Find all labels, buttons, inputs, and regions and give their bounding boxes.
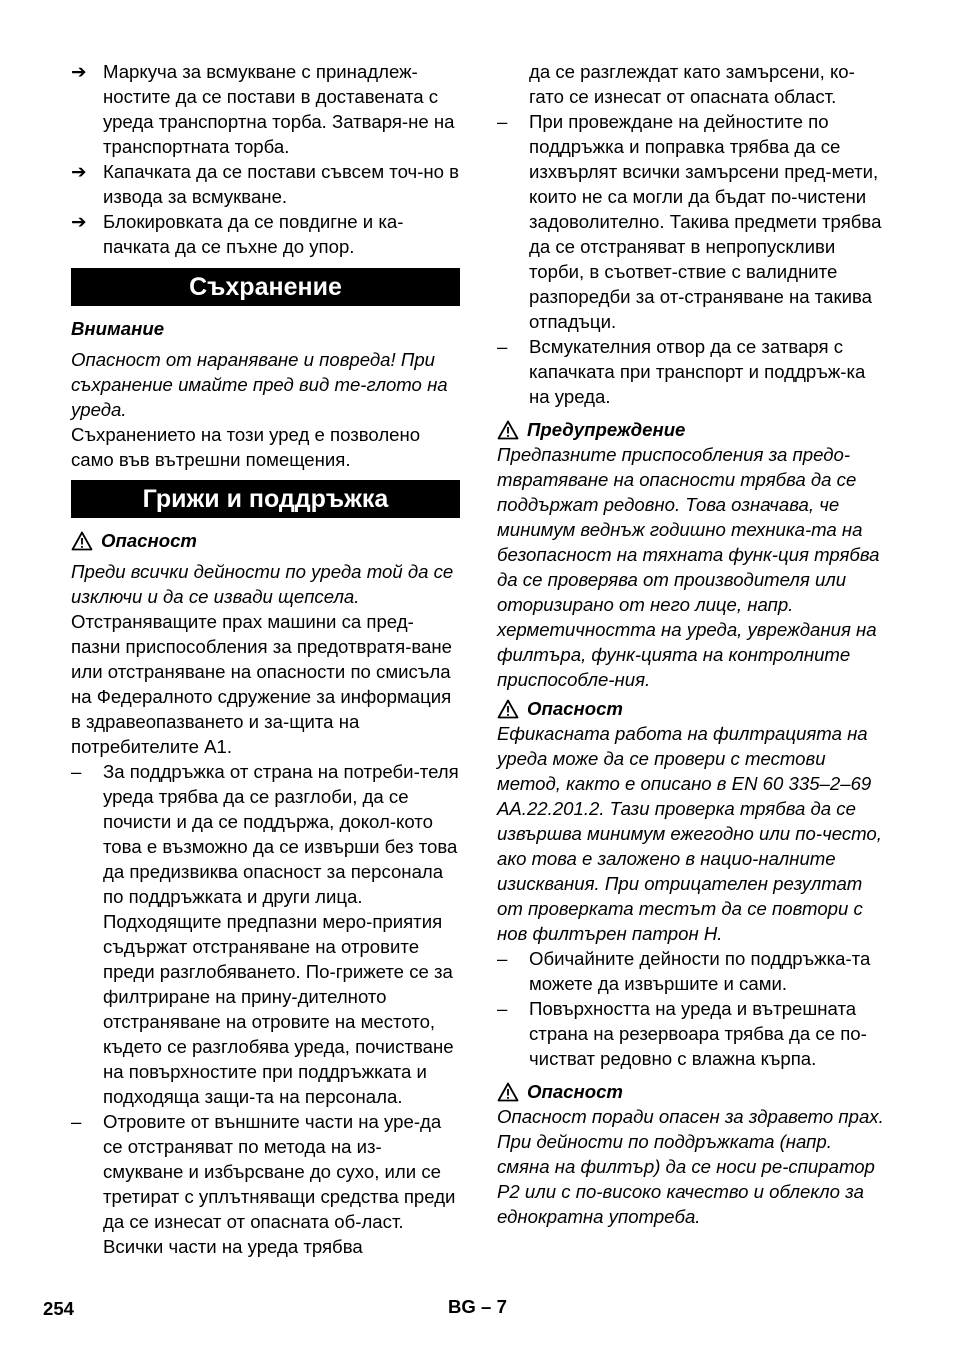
warning-text: Предпазните приспособления за предо-твратяване на опасности трябва да се поддържат редовно. Това означава, че минимум веднъж годишно техника-та на безопасност на тяхната функ-ция трябва да се проверява от производителя или оторизирано от него лице, напр. херметичността на уреда, увреждания на филтъра, функ-цията на контролните приспособле-ния. xyxy=(497,444,880,690)
danger-label: Опасност xyxy=(101,530,197,551)
continuation-text-block xyxy=(497,59,886,109)
page-number: 254 xyxy=(43,1298,75,1319)
dash-item-text: Отровите от външните части на уре-да се отстраняват по метода на из-смукване и избърсване до сухо, или се третират с уплътняващи средства преди да се изнесат от опасната об-ласт. Всички части на уреда трябва xyxy=(103,1111,456,1257)
dash-item-text: За поддръжка от страна на потреби-теля уреда трябва да се разглоби, да се почисти и да се поддържа, докол-кото това е възможно да се извърши без това да предизвиква опасност за персонала по поддръжката и други лица. Подходящите предпазни меро-приятия съдържат отстраняване на отровите преди разглобяването. По-грижете се за филтриране на прину-дителното отстраняване на отровите на местото, където се разглобява уреда, почистване на повърхностите при поддръжката и подходяща защи-та на персонала. xyxy=(103,761,459,1107)
storage-text: Съхранението на този уред е позволено само във вътрешни помещения. xyxy=(71,424,421,470)
warning-heading xyxy=(497,417,886,442)
arrow-item-text: Маркуча за всмукване с принадлеж-ностите да се постави в доставената с уреда транспортна торба. Затваря-не на транспортната торба. xyxy=(103,61,455,157)
arrow-item-text: Капачката да се постави съвсем точ-но в извода за всмукване. xyxy=(103,161,460,207)
left-column xyxy=(71,59,460,1259)
section-title-storage: Съхранение xyxy=(71,268,460,306)
right-column xyxy=(497,59,886,1229)
danger-text: Опасност поради опасен за здравето прах. При дейности по поддръжката (напр. смяна на филтър) да се носи ре-спиратор P2 или с по-високо качество и облекло за еднократна употреба. xyxy=(497,1106,884,1227)
danger-heading xyxy=(497,1079,886,1104)
danger-heading xyxy=(497,696,886,721)
warning-label: Предупреждение xyxy=(527,419,686,440)
warning-triangle-icon xyxy=(497,1082,519,1102)
continuation-text: да се разглеждат като замърсени, ко-гато се изнесат от опасната област. xyxy=(529,61,855,107)
dash-list-item: – За поддръжка от страна на потреби-теля уреда трябва да се разглоби, да се почисти и да се поддържа, докол-кото това е възможно да се извърши без това да предизвиква опасност за персонала по поддръжката и други лица. Подходящите предпазни меро-приятия съдържат отстраняване на отровите преди разглобяването. По-грижете се за филтриране на прину-дителното отстраняване на отровите на местото, където се разглобява уреда, почистване на повърхностите при поддръжката и подходяща защи-та на персонала. xyxy=(71,761,459,1107)
danger-label: Опасност xyxy=(527,1081,623,1102)
danger-label: Опасност xyxy=(527,698,623,719)
dash-item-text: Обичайните дейности по поддръжка-та можете да извършите и сами. xyxy=(529,948,871,994)
dash-list-item: – Повърхността на уреда и вътрешната страна на резервоара трябва да се по-чистват редовно с влажна кърпа. xyxy=(497,998,867,1069)
warning-triangle-icon xyxy=(497,699,519,719)
arrow-item-text: Блокировката да се повдигне и ка-пачката да се пъхне до упор. xyxy=(103,211,404,257)
dash-item-text: При провеждане на дейностите по поддръжка и поправка трябва да се изхвърлят всички замърсени пред-мети, които не са могли да бъдат по-чистени задоволително. Такива предмети трябва да се отстраняват в непропускливи торби, в съответ-ствие с валидните разпоредби за от-страняване на такива отпадъци. xyxy=(529,111,882,332)
arrow-right-icon: ➔ xyxy=(71,211,87,232)
arrow-list-item xyxy=(71,209,460,259)
dash-item-text: Всмукателния отвор да се затваря с капачката при транспорт и поддръж-ка на уреда. xyxy=(529,336,866,407)
dash-list-item: – Отровите от външните части на уре-да се отстраняват по метода на из-смукване и избърсване до сухо, или се третират с уплътняващи средства преди да се изнесат от опасната об-ласт. Всички части на уреда трябва xyxy=(71,1111,456,1257)
arrow-right-icon: ➔ xyxy=(71,61,87,82)
danger-heading xyxy=(71,528,460,553)
section-title-care: Грижи и поддръжка xyxy=(71,480,460,518)
arrow-list-item xyxy=(71,159,460,209)
attention-label: Внимание xyxy=(71,318,165,339)
section-page-label: BG – 7 xyxy=(448,1296,507,1317)
warning-triangle-icon xyxy=(71,531,93,551)
warning-triangle-icon xyxy=(497,420,519,440)
care-intro: Отстраняващите прах машини са пред-пазни приспособления за предотвратя-ване или отстраняване на опасности по смисъла на Федералното сдружение за информация в здравеопазването и за-щита на потребителите A1. xyxy=(71,611,453,757)
attention-text: Опасност от нараняване и повреда! При съхранение имайте пред вид те-глото на уреда. xyxy=(71,349,448,420)
dash-list-item: – При провеждане на дейностите по поддръжка и поправка трябва да се изхвърлят всички замърсени пред-мети, които не са могли да бъдат по-чистени задоволително. Такива предмети трябва да се отстраняват в непропускливи торби, в съответ-ствие с валидните разпоредби за от-страняване на такива отпадъци. xyxy=(497,111,882,332)
dash-list-item: – Всмукателния отвор да се затваря с капачката при транспорт и поддръж-ка на уреда. xyxy=(497,336,866,407)
dash-item-text: Повърхността на уреда и вътрешната страна на резервоара трябва да се по-чистват редовно с влажна кърпа. xyxy=(529,998,867,1069)
arrow-list-item xyxy=(71,59,460,159)
danger-text: Ефикасната работа на филтрацията на уреда може да се провери с тестови метод, както е описано в EN 60 335–2–69 AA.22.201.2. Тази проверка трябва да се извършва минимум ежегодно или по-често, ако това е заложено в нацио-налните изисквания. При отрицателен резултат от проверката тестът да се повтори с нов филтърен патрон H. xyxy=(497,723,882,944)
dash-list-item: – Обичайните дейности по поддръжка-та можете да извършите и сами. xyxy=(497,948,871,994)
danger-text: Преди всички дейности по уреда той да се изключи и да се извади щепсела. xyxy=(71,561,454,607)
arrow-right-icon: ➔ xyxy=(71,161,87,182)
